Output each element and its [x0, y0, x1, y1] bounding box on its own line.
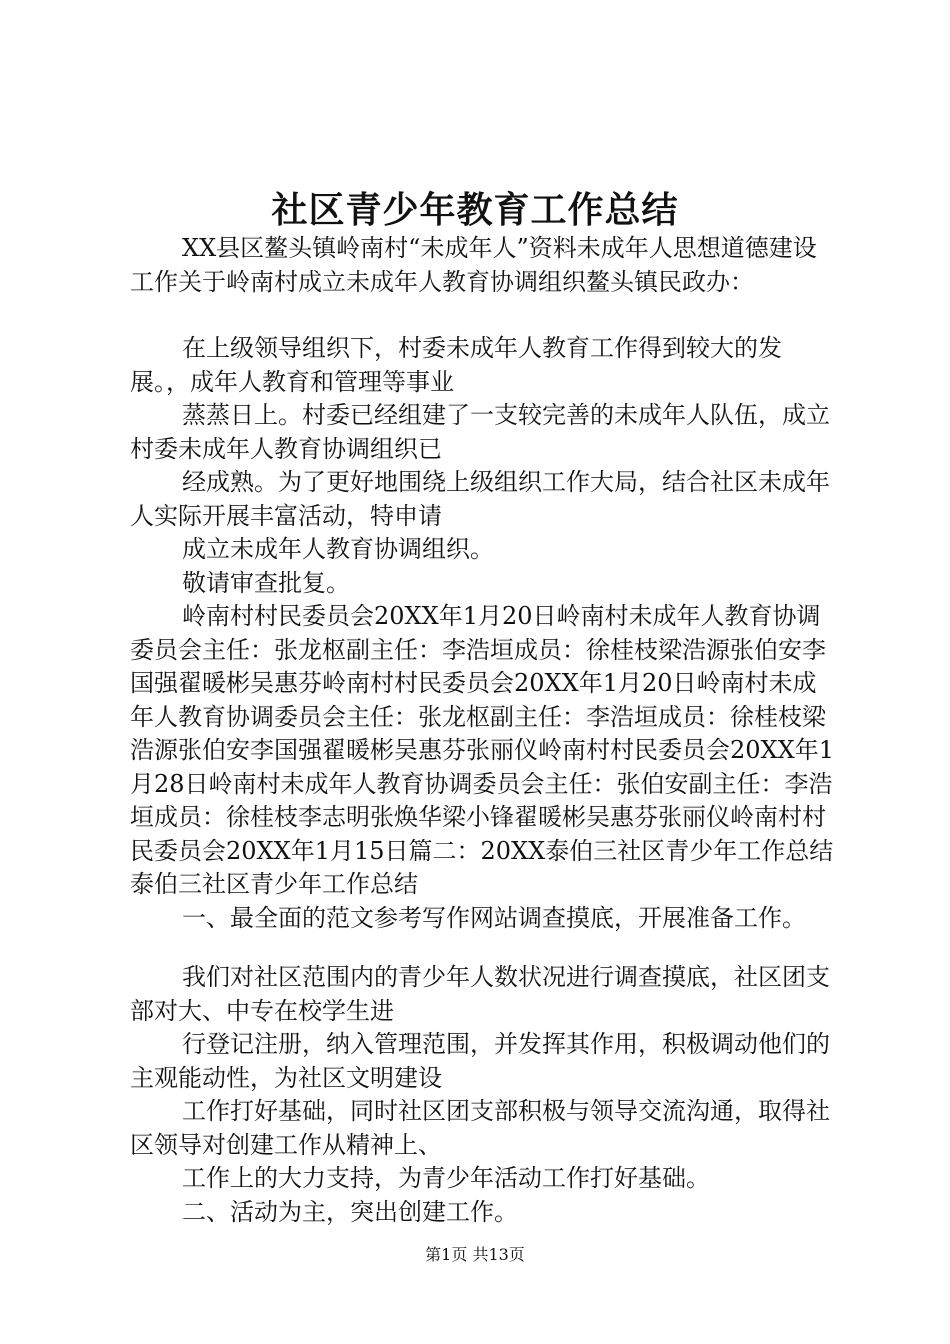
paragraph: 经成熟。为了更好地围绕上级组织工作大局，结合社区未成年人实际开展丰富活动，特申请 — [130, 468, 830, 530]
blank-line — [130, 935, 840, 961]
document-title: 社区青少年教育工作总结 — [271, 189, 679, 231]
document-body — [130, 232, 840, 1229]
paragraph: 工作上的大力支持，为青少年活动工作打好基础。 — [182, 1164, 710, 1192]
paragraph: 行登记注册，纳入管理范围，并发挥其作用，积极调动他们的主观能动性，为社区文明建设 — [130, 1030, 830, 1092]
paragraph: 敬请审查批复。 — [182, 568, 350, 597]
paragraph: 成立未成年人教育协调组织。 — [182, 535, 494, 563]
paragraph: 工作打好基础，同时社区团支部积极与领导交流沟通，取得社区领导对创建工作从精神上、 — [130, 1097, 830, 1159]
paragraph-intro: XX县区鳌头镇岭南村“未成年人”资料未成年人思想道德建设工作关于岭南村成立未成年人教育协调组织鳌头镇民政办： — [130, 234, 817, 296]
section-heading-2: 二、活动为主，突出创建工作。 — [182, 1197, 518, 1226]
blank-line — [130, 299, 840, 332]
page-indicator: 第1页 共13页 — [425, 1245, 525, 1264]
paragraph: 我们对社区范围内的青少年人数状况进行调查摸底，社区团支部对大、中专在校学生进 — [130, 963, 830, 1025]
section-heading-1: 一、最全面的范文参考写作网站调查摸底，开展准备工作。 — [182, 903, 806, 932]
paragraph-committee-list: 岭南村村民委员会20XX年1月20日岭南村未成年人教育协调委员会主任：张龙枢副主任：李浩垣成员：徐桂枝梁浩源张伯安李国强翟暖彬吴惠芬岭南村村民委员会20XX年1月20日岭南村未成年人教育协调委员会主任：张龙枢副主任：李浩垣成员：徐桂枝梁浩源张伯安李国强翟暖彬吴惠芬张丽仪岭南村村民委员会20XX年1月28日岭南村未成年人教育协调委员会主任：张伯安副主任：李浩垣成员：徐桂枝李志明张焕华梁小锋翟暖彬吴惠芬张丽仪岭南村村民委员会20XX年1月15日篇二：20XX泰伯三社区青少年工作总结泰伯三社区青少年工作总结 — [130, 602, 834, 898]
paragraph: 在上级领导组织下，村委未成年人教育工作得到较大的发展。，成年人教育和管理等事业 — [130, 334, 782, 396]
paragraph: 蒸蒸日上。村委已经组建了一支较完善的未成年人队伍，成立村委未成年人教育协调组织已 — [130, 401, 830, 463]
